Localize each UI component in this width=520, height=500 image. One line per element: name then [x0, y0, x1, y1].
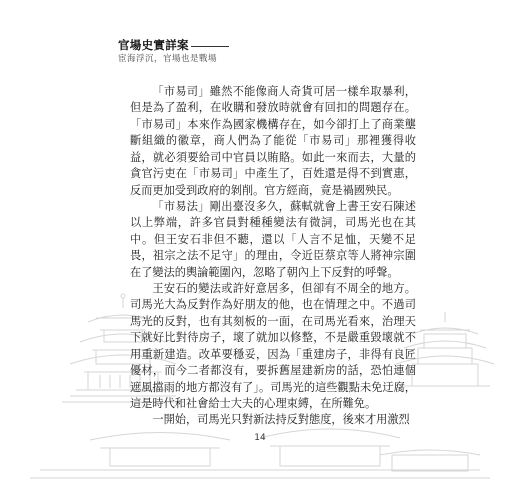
title-rule — [191, 46, 229, 47]
paragraph: 「市易法」剛出臺沒多久，蘇軾就會上書王安石陳述以上弊端，許多官員對種種變法有微詞，司馬光也在其中。但王安石非但不聽，還以「人言不足恤，天變不足畏，祖宗之法不足守」的理由，令近臣蔡京等人將神宗圍在了變法的輿論範圍內，忽略了朝內上下反對的呼聲。 — [130, 199, 416, 279]
body-text — [130, 84, 416, 429]
chapter-subtitle: 宦海浮沉，官場也是戰場 — [118, 54, 218, 64]
running-header — [118, 38, 418, 65]
paragraph: 王安石的變法或許好意居多，但卻有不周全的地方。司馬光大為反對作為好朋友的他，也在情理之中。不過司馬光的反對，也有其刻板的一面，在司馬光看來，治理天下就好比對待房子，壞了就加以修整，不是嚴重毀壞就不用重新建造。改革要穩妥，因為「重建房子，非得有良匠優材，而今二者都沒有，要拆舊屋建新房的話，恐怕連個遮風擋雨的地方都沒有了」。司馬光的這些觀點未免迂腐，這是時代和社會給士大夫的心理束縛，在所難免。 — [130, 282, 416, 411]
paragraph: 一開始，司馬光只對新法持反對態度，後來才用激烈 — [152, 413, 410, 427]
paragraph: 「市易司」雖然不能像商人奇貨可居一樣牟取暴利，但是為了盈利，在收購和發放時就會有回扣的問題存在。「市易司」本來作為國家機構存在，如今卻打上了商業壟斷組織的徽章，商人們為了能從「市易司」那裡獲得收益，就必須要給司中官員以賄賂。如此一來而去，大量的貪官污吏在「市易司」中產生了，百姓還是得不到實惠，反而更加受到政府的剝削。官方經商，竟是禍國殃民。 — [130, 85, 416, 197]
chapter-title: 官場史實詳案 — [118, 38, 189, 52]
page-number: 14 — [254, 433, 266, 443]
chapter-title-row — [118, 38, 418, 52]
